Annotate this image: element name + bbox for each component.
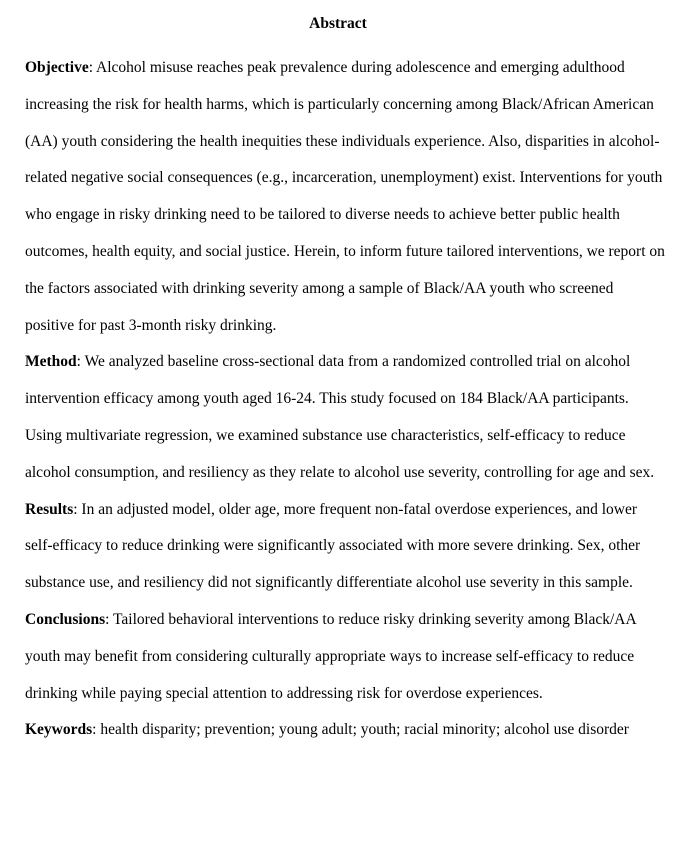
method-label: Method [25,353,77,371]
abstract-body [25,50,665,749]
conclusions-text: : Tailored behavioral interventions to reduce risky drinking severity among Black/AA youth may benefit from considering culturally appropriate ways to increase self-efficacy to reduce drinking while paying special attention to addressing risk for overdose experiences. [25,610,636,702]
conclusions-paragraph [25,602,665,712]
results-label: Results [25,500,74,518]
abstract-title: Abstract [309,15,367,32]
keywords-paragraph [25,712,665,749]
objective-label: Objective [25,59,89,76]
results-text: : In an adjusted model, older age, more frequent non-fatal overdose experiences, and lower self-efficacy to reduce drinking were significantly associated with more severe drinking. Sex, other substance use, and resiliency did not significantly differentiate alcohol use severity in this sample. [25,500,641,592]
conclusions-label: Conclusions [25,610,106,628]
method-paragraph [25,344,665,491]
keywords-text: : health disparity; prevention; young adult; youth; racial minority; alcohol use disorder [92,721,629,739]
objective-paragraph [25,50,665,344]
results-paragraph [25,492,665,602]
objective-text: : Alcohol misuse reaches peak prevalence during adolescence and emerging adulthood increasing the risk for health harms, which is particularly concerning among Black/African American (AA) youth considering the health inequities these individuals experience. Also, disparities in alcohol-related negative social consequences (e.g., incarceration, unemployment) exist. Interventions for youth who engage in risky drinking need to be tailored to diverse needs to achieve better public health outcomes, health equity, and social justice. Herein, to inform future tailored interventions, we report on the factors associated with drinking severity among a sample of Black/AA youth who screened positive for past 3-month risky drinking. [25,59,665,334]
method-text: : We analyzed baseline cross-sectional data from a randomized controlled trial on alcohol intervention efficacy among youth aged 16-24. This study focused on 184 Black/AA participants. Using multivariate regression, we examined substance use characteristics, self-efficacy to reduce alcohol consumption, and resiliency as they relate to alcohol use severity, controlling for age and sex. [25,353,655,481]
keywords-label: Keywords [25,721,93,739]
